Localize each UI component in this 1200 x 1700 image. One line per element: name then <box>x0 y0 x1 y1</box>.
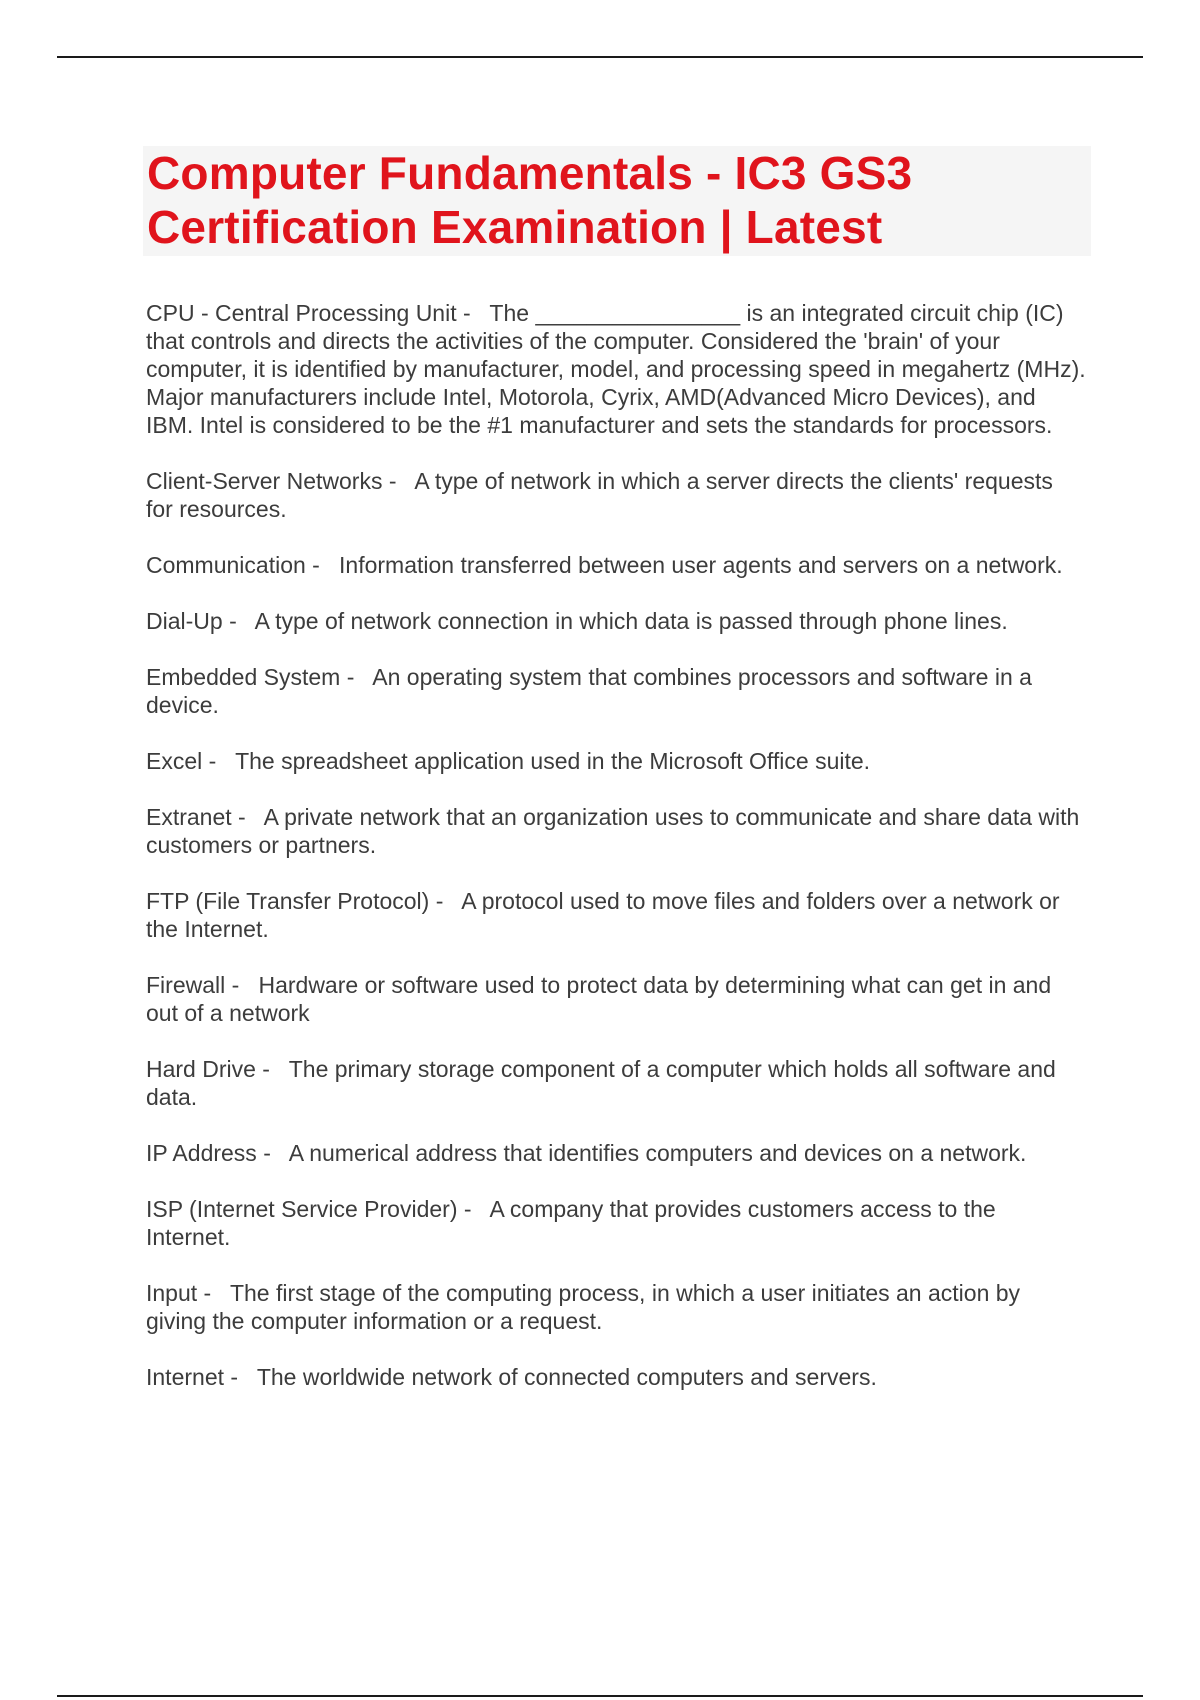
glossary-entry <box>146 1279 1086 1335</box>
glossary-definition: A private network that an organization uses to communicate and share data with customers or partners. <box>146 804 1080 858</box>
glossary-term: Excel <box>146 748 203 774</box>
glossary-term: Embedded System <box>146 664 341 690</box>
glossary-term: Internet <box>146 1364 224 1390</box>
glossary-entry <box>146 803 1086 859</box>
term-separator: - <box>224 1364 257 1390</box>
term-separator: - <box>382 468 415 494</box>
glossary-definition: A company that provides customers access to the Internet. <box>146 1196 996 1250</box>
glossary-entry <box>146 467 1086 523</box>
glossary-definition: The spreadsheet application used in the Microsoft Office suite. <box>235 748 871 774</box>
glossary-list <box>146 299 1086 1419</box>
glossary-term: Input <box>146 1280 198 1306</box>
term-separator: - <box>222 608 255 634</box>
glossary-definition: The ________________ is an integrated circuit chip (IC) that controls and directs the activities of the computer. Considered the 'brain' of your computer, it is identified by manufacturer, model, and processing speed in megahertz (MHz). Major manufacturers include Intel, Motorola, Cyrix, AMD(Advanced Micro Devices), and IBM. Intel is considered to be the #1 manufacturer and sets the standards for processors. <box>146 300 1086 438</box>
glossary-term: IP Address <box>146 1140 257 1166</box>
glossary-definition: An operating system that combines processors and software in a device. <box>146 664 1032 718</box>
term-separator: - <box>197 1280 230 1306</box>
footer-rule <box>57 1695 1143 1697</box>
glossary-entry <box>146 663 1086 719</box>
glossary-definition: Information transferred between user agents and servers on a network. <box>339 552 1063 578</box>
title-line-1: Computer Fundamentals - IC3 GS3 <box>147 147 913 199</box>
glossary-term: Communication <box>146 552 306 578</box>
term-separator: - <box>255 1056 289 1082</box>
glossary-term: Client-Server Networks <box>146 468 383 494</box>
glossary-definition: A numerical address that identifies computers and devices on a network. <box>288 1140 1027 1166</box>
glossary-term: CPU - Central Processing Unit <box>146 300 457 326</box>
term-separator: - <box>231 804 264 830</box>
glossary-term: ISP (Internet Service Provider) <box>146 1196 458 1222</box>
glossary-entry <box>146 1363 1086 1391</box>
glossary-term: Extranet <box>146 804 232 830</box>
glossary-entry <box>146 887 1086 943</box>
glossary-definition: A protocol used to move files and folders over a network or the Internet. <box>146 888 1060 942</box>
glossary-entry <box>146 299 1086 439</box>
term-separator: - <box>225 972 259 998</box>
glossary-term: FTP (File Transfer Protocol) <box>146 888 430 914</box>
glossary-term: Hard Drive <box>146 1056 256 1082</box>
glossary-term: Firewall <box>146 972 226 998</box>
glossary-entry <box>146 1139 1086 1167</box>
glossary-term: Dial-Up <box>146 608 223 634</box>
glossary-entry <box>146 971 1086 1027</box>
term-separator: - <box>340 664 373 690</box>
term-separator: - <box>457 1196 490 1222</box>
glossary-definition: Hardware or software used to protect data by determining what can get in and out of a network <box>146 972 1052 1026</box>
glossary-definition: The worldwide network of connected computers and servers. <box>256 1364 877 1390</box>
glossary-entry <box>146 607 1086 635</box>
glossary-definition: The primary storage component of a computer which holds all software and data. <box>146 1056 1056 1110</box>
glossary-entry <box>146 1055 1086 1111</box>
glossary-entry <box>146 747 1086 775</box>
header-rule <box>57 56 1143 58</box>
title-line-2: Certification Examination | Latest <box>147 201 883 253</box>
glossary-entry <box>146 1195 1086 1251</box>
term-separator: - <box>202 748 236 774</box>
term-separator: - <box>456 300 490 326</box>
term-separator: - <box>305 552 340 578</box>
glossary-entry <box>146 551 1086 579</box>
page-title <box>143 146 1091 256</box>
glossary-definition: A type of network in which a server directs the clients' requests for resources. <box>146 468 1053 522</box>
term-separator: - <box>256 1140 289 1166</box>
glossary-definition: The first stage of the computing process, in which a user initiates an action by giving the computer information or a request. <box>146 1280 1021 1334</box>
term-separator: - <box>429 888 462 914</box>
glossary-definition: A type of network connection in which data is passed through phone lines. <box>254 608 1008 634</box>
